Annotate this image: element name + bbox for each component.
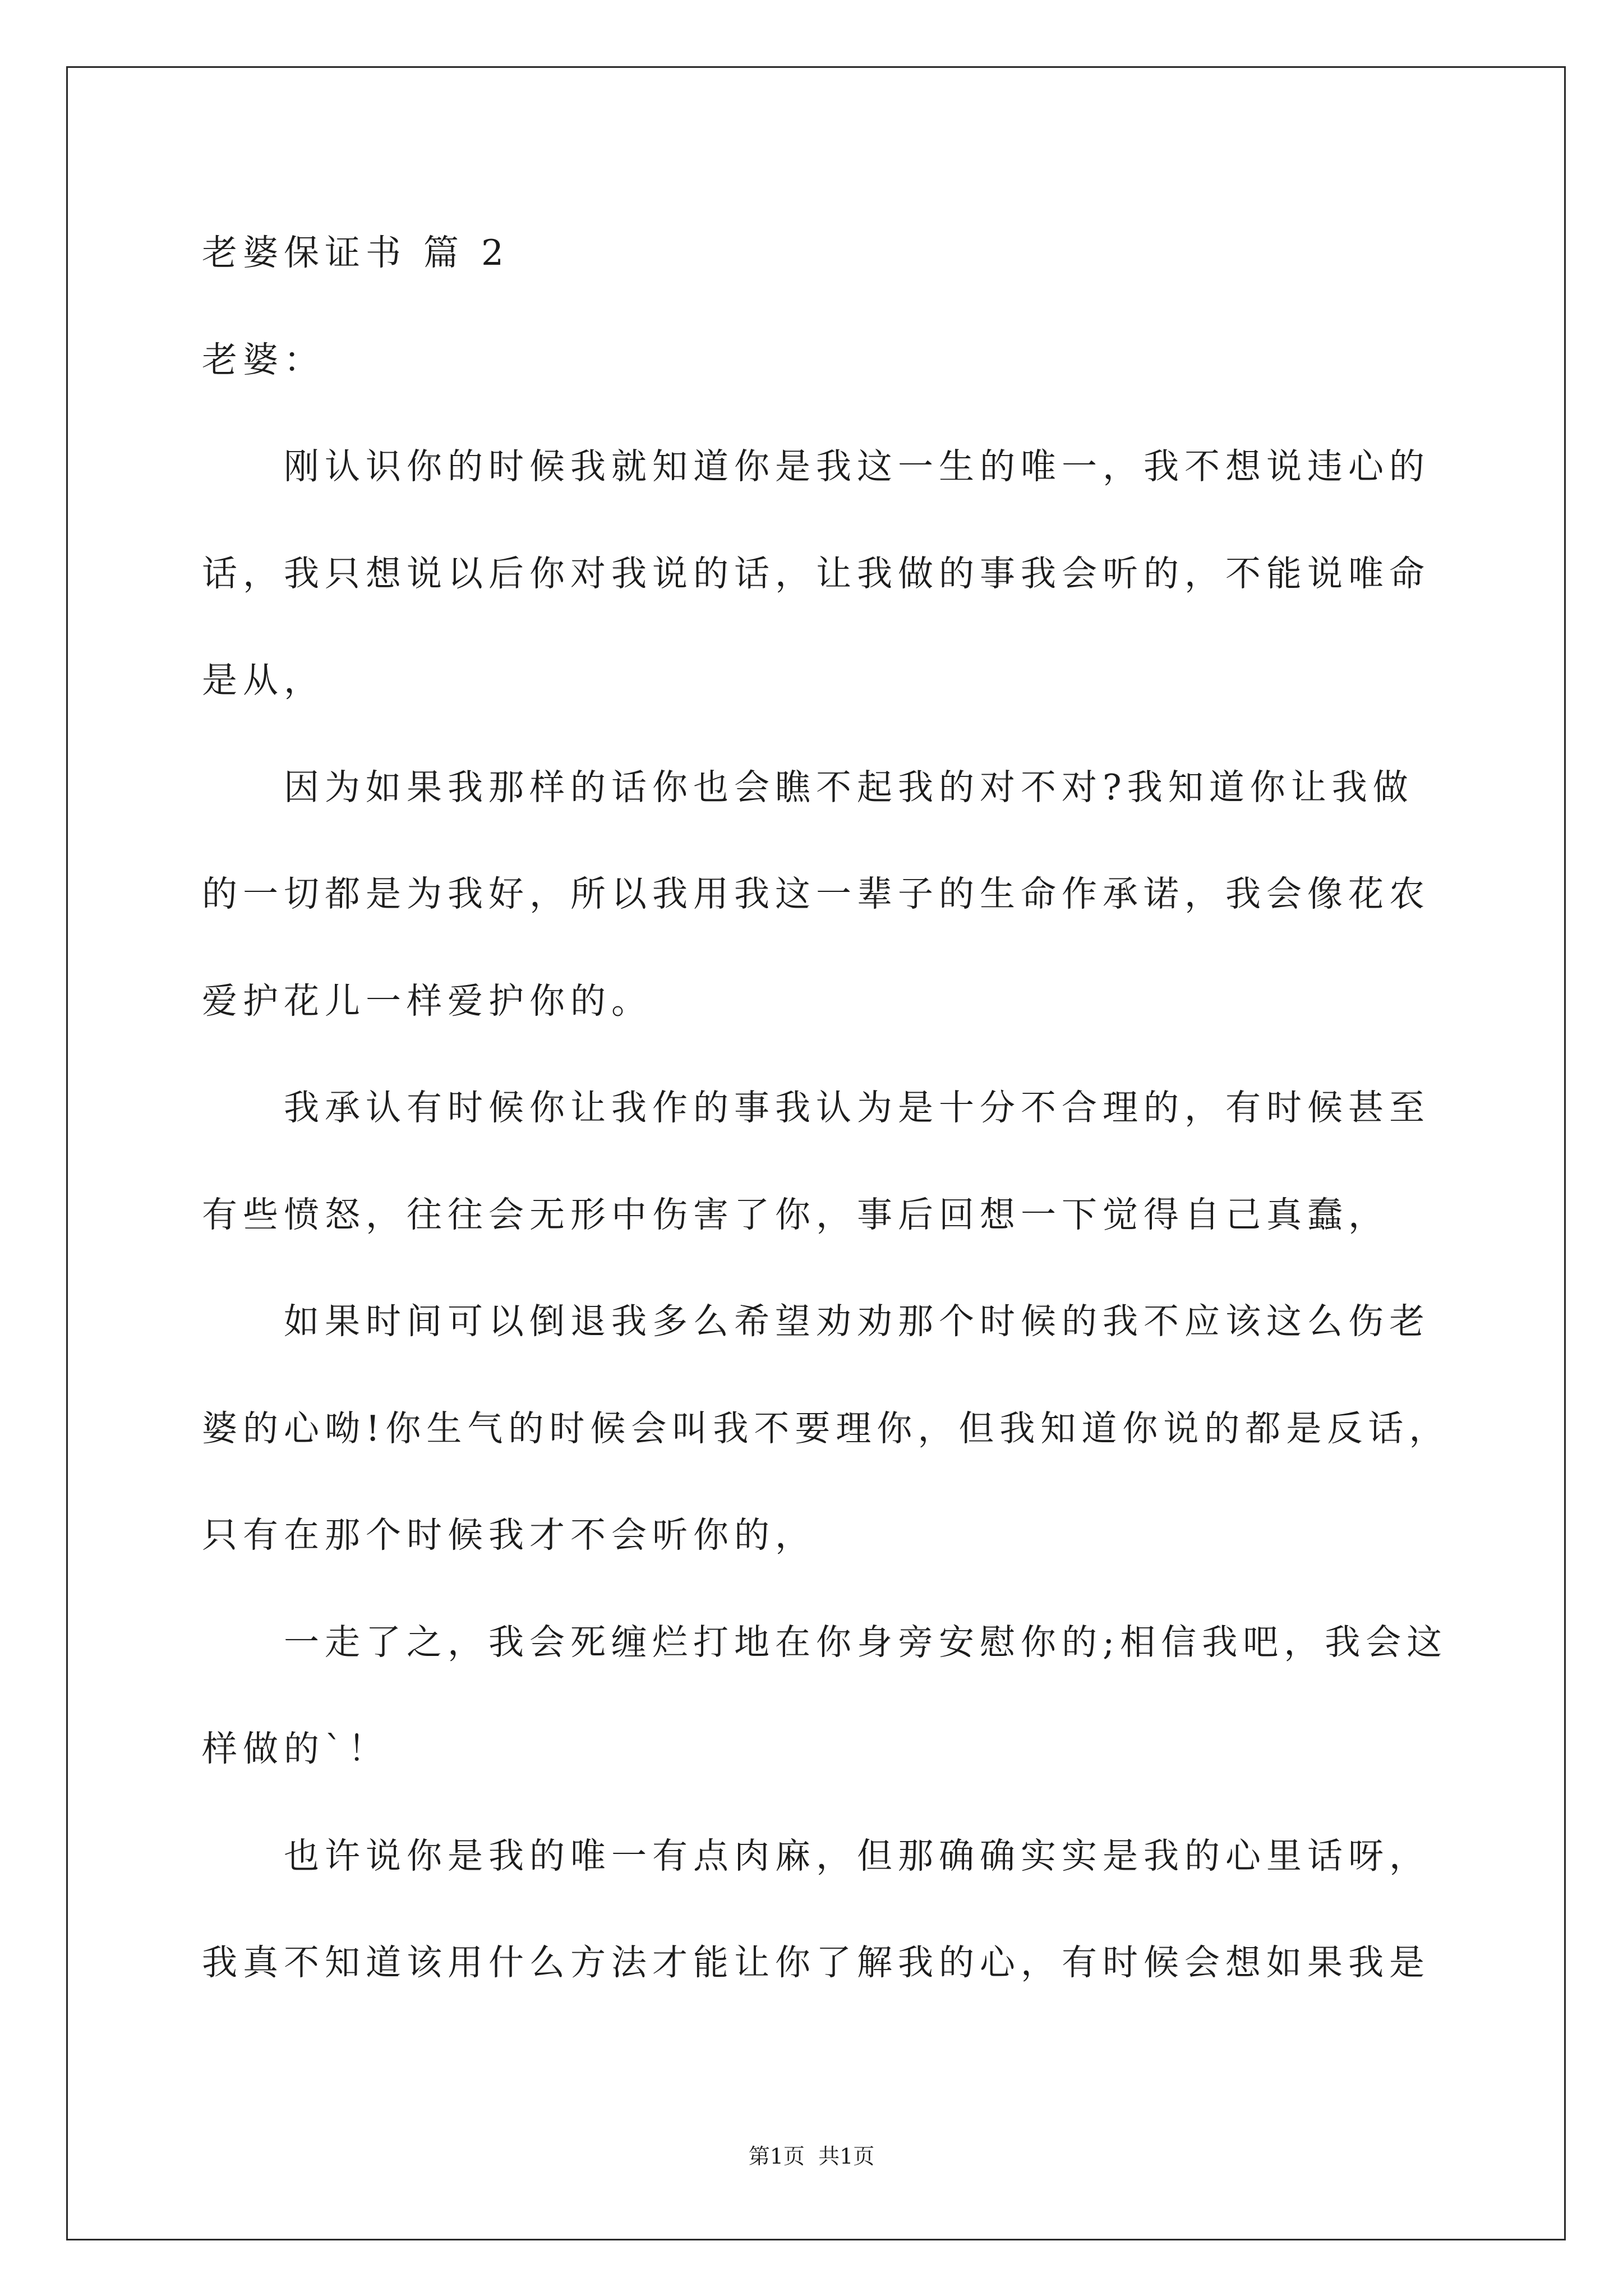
paragraph-3 bbox=[202, 1055, 1537, 1268]
document-body bbox=[202, 200, 1537, 2017]
paragraph-line: 有些愤怒，往往会无形中伤害了你，事后回想一下觉得自己真蠢， bbox=[202, 1194, 1389, 1235]
paragraph-line: 一走了之，我会死缠烂打地在你身旁安慰你的;相信我吧，我会这 bbox=[284, 1621, 1448, 1663]
paragraph-line: 只有在那个时候我才不会听你的， bbox=[202, 1515, 816, 1556]
paragraph-4 bbox=[202, 1268, 1537, 1589]
paragraph-line: 婆的心呦!你生气的时候会叫我不要理你，但我知道你说的都是反话， bbox=[202, 1407, 1450, 1449]
paragraph-line: 刚认识你的时候我就知道你是我这一生的唯一，我不想说违心的 bbox=[284, 446, 1430, 487]
paragraph-line: 我承认有时候你让我作的事我认为是十分不合理的，有时候甚至 bbox=[284, 1087, 1430, 1128]
paragraph-5 bbox=[202, 1589, 1537, 1803]
paragraph-line: 样做的`！ bbox=[202, 1728, 389, 1769]
footer-page-info: 第1页 共1页 bbox=[748, 2144, 875, 2169]
paragraph-line: 爱护花儿一样爱护你的。 bbox=[202, 980, 652, 1022]
paragraph-line: 的一切都是为我好，所以我用我这一辈子的生命作承诺，我会像花农 bbox=[202, 873, 1430, 914]
paragraph-6 bbox=[202, 1803, 1537, 2017]
paragraph-line: 也许说你是我的唯一有点肉麻，但那确确实实是我的心里话呀， bbox=[284, 1835, 1430, 1876]
paragraph-2 bbox=[202, 734, 1537, 1055]
paragraph-line: 如果时间可以倒退我多么希望劝劝那个时候的我不应该这么伤老 bbox=[284, 1301, 1430, 1342]
paragraph-1 bbox=[202, 413, 1537, 734]
paragraph-line: 话，我只想说以后你对我说的话，让我做的事我会听的，不能说唯命 bbox=[202, 553, 1430, 594]
salutation: 老婆： bbox=[202, 339, 325, 380]
paragraph-line: 是从， bbox=[202, 660, 325, 701]
document-title: 老婆保证书 篇 2 bbox=[202, 232, 510, 273]
paragraph-line: 因为如果我那样的话你也会瞧不起我的对不对?我知道你让我做 bbox=[284, 766, 1414, 808]
paragraph-line: 我真不知道该用什么方法才能让你了解我的心，有时候会想如果我是 bbox=[202, 1942, 1430, 1983]
